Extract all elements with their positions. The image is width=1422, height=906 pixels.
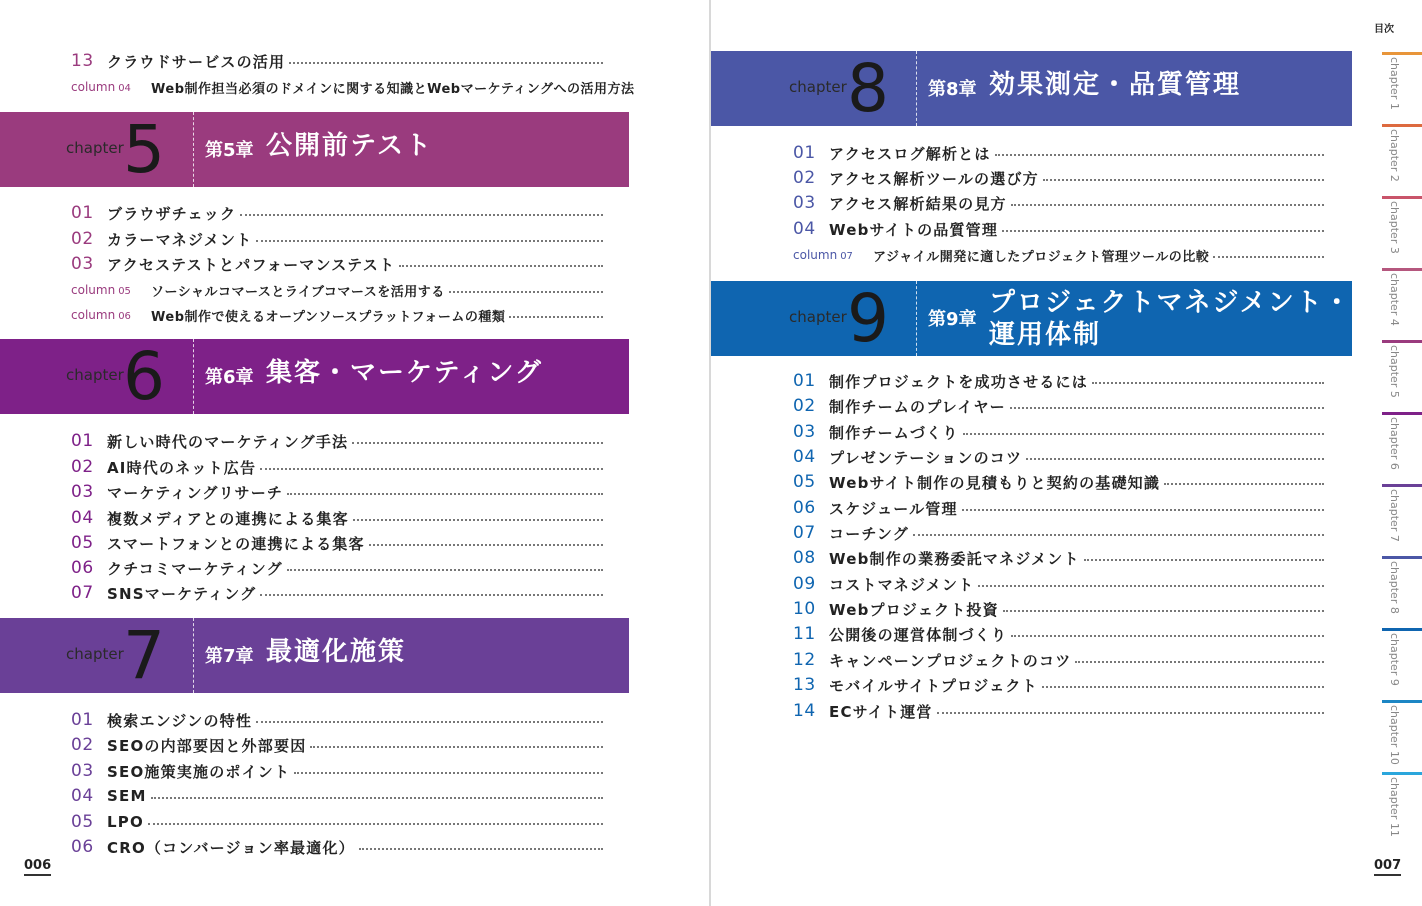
leader-dots	[1092, 382, 1324, 384]
toc-entry[interactable]	[793, 471, 1324, 493]
entry-number: 03	[71, 254, 94, 274]
column-entry[interactable]	[71, 304, 603, 326]
band-divider	[193, 112, 194, 187]
page-gutter	[709, 0, 711, 906]
toc-entry[interactable]	[793, 167, 1324, 189]
toc-entry[interactable]	[793, 573, 1324, 595]
toc-entry[interactable]	[793, 395, 1324, 417]
entry-title: カラーマネジメント	[107, 230, 253, 249]
entry-title: スケジュール管理	[829, 499, 958, 518]
entry-number: 04	[793, 219, 816, 239]
leader-dots	[352, 442, 603, 444]
entry-number: 02	[71, 229, 94, 249]
leader-dots	[399, 265, 603, 267]
toc-entry[interactable]	[793, 421, 1324, 443]
chapter-title: 集客・マーケティング	[266, 358, 543, 388]
entry-title: アクセス解析ツールの選び方	[829, 169, 1039, 188]
tab-label: chapter 6	[1388, 417, 1401, 470]
entry-title: Webプロジェクト投資	[829, 600, 999, 619]
column-label: column 07	[793, 248, 853, 262]
leader-dots	[256, 240, 603, 242]
entry-title: LPO	[107, 813, 144, 831]
chapter-title: 効果測定・品質管理	[989, 70, 1242, 100]
entry-number: 13	[793, 675, 816, 695]
toc-entry[interactable]	[793, 547, 1324, 569]
toc-entry[interactable]	[71, 481, 603, 503]
entry-number: 02	[71, 735, 94, 755]
entry-number: 01	[793, 143, 816, 163]
chapter-number: 5	[123, 111, 165, 188]
entry-title: ブラウザチェック	[107, 204, 237, 223]
entry-number: 11	[793, 624, 816, 644]
entry-title: Webサイトの品質管理	[829, 220, 999, 239]
chapter-number: 8	[847, 50, 889, 127]
toc-entry[interactable]	[793, 649, 1324, 671]
band-divider	[193, 618, 194, 693]
chapter-label: 第7章	[205, 646, 254, 667]
entry-title: クチコミマーケティング	[107, 559, 283, 578]
chapter-number: 6	[123, 338, 165, 415]
toc-entry[interactable]	[793, 446, 1324, 468]
entry-title: 制作プロジェクトを成功させるには	[829, 372, 1088, 391]
entry-number: 12	[793, 650, 816, 670]
entry-number: 01	[71, 203, 94, 223]
leader-dots	[1043, 179, 1324, 181]
column-label: column 04	[71, 80, 131, 94]
band-divider	[193, 339, 194, 414]
toc-entry[interactable]	[71, 734, 603, 756]
entry-title: SEO施策実施のポイント	[107, 762, 291, 781]
entry-number: 13	[71, 51, 94, 71]
entry-title: 制作チームのプレイヤー	[829, 397, 1006, 416]
tab-label: chapter 5	[1388, 345, 1401, 398]
toc-entry[interactable]	[71, 456, 603, 478]
toc-entry[interactable]	[71, 760, 603, 782]
entry-title: 新しい時代のマーケティング手法	[107, 432, 349, 451]
chapter-tab-7[interactable]	[1382, 484, 1422, 551]
entry-title: アクセスログ解析とは	[829, 144, 991, 163]
leader-dots	[937, 712, 1324, 714]
chapter-word: chapter	[66, 366, 124, 384]
entry-title: アクセス解析結果の見方	[829, 194, 1007, 213]
tab-label: chapter 1	[1388, 57, 1401, 110]
toc-entry[interactable]	[71, 557, 603, 579]
leader-dots	[359, 848, 603, 850]
leader-dots	[240, 214, 603, 216]
toc-entry[interactable]	[71, 836, 603, 858]
entry-number: 02	[793, 396, 816, 416]
chapter-tab-6[interactable]	[1382, 412, 1422, 479]
toc-entry[interactable]	[71, 532, 603, 554]
chapter-tab-11[interactable]	[1382, 772, 1422, 839]
chapter-tab-10[interactable]	[1382, 700, 1422, 767]
leader-dots	[260, 594, 603, 596]
toc-entry[interactable]	[71, 785, 603, 807]
entry-number: 07	[71, 583, 94, 603]
chapter-9-header	[711, 281, 1352, 356]
entry-title: AI時代のネット広告	[107, 458, 257, 477]
entry-title: マーケティングリサーチ	[107, 483, 284, 502]
toc-entry[interactable]	[793, 623, 1324, 645]
left-page	[0, 0, 709, 906]
leader-dots	[256, 721, 603, 723]
chapter-tab-8[interactable]	[1382, 556, 1422, 623]
chapter-tab-1[interactable]	[1382, 52, 1422, 119]
leader-dots	[1042, 686, 1324, 688]
band-divider	[916, 281, 917, 356]
entry-number: 03	[71, 761, 94, 781]
entry-title: 制作チームづくり	[829, 423, 959, 442]
leader-dots	[913, 534, 1324, 536]
leader-dots	[449, 291, 603, 293]
tab-label: chapter 11	[1388, 777, 1401, 837]
column-entry[interactable]	[71, 279, 603, 301]
entry-number: 02	[793, 168, 816, 188]
toc-entry[interactable]	[71, 202, 603, 224]
leader-dots	[294, 772, 603, 774]
chapter-label: 第8章	[928, 79, 977, 100]
entry-number: 03	[793, 193, 816, 213]
toc-entry[interactable]	[793, 142, 1324, 164]
leader-dots	[1026, 458, 1324, 460]
entry-number: 06	[71, 558, 94, 578]
chapter-word: chapter	[66, 139, 124, 157]
entry-title: 検索エンジンの特性	[107, 711, 253, 730]
chapter-7-header	[0, 618, 629, 693]
page-number: 007	[1374, 858, 1401, 876]
entry-number: 04	[71, 508, 94, 528]
entry-title: CRO（コンバージョン率最適化）	[107, 838, 355, 857]
entry-title: Web制作の業務委託マネジメント	[829, 549, 1080, 568]
chapter-tab-3[interactable]	[1382, 196, 1422, 263]
leader-dots	[509, 316, 603, 318]
column-label: column 06	[71, 308, 131, 322]
entry-title: コーチング	[829, 524, 909, 543]
leader-dots	[1164, 483, 1324, 485]
leader-dots	[962, 509, 1324, 511]
toc-entry[interactable]	[793, 370, 1324, 392]
chapter-tab-5[interactable]	[1382, 340, 1422, 407]
chapter-label: 第5章	[205, 140, 254, 161]
entry-title: スマートフォンとの連携による集客	[107, 534, 365, 553]
entry-number: 06	[793, 498, 816, 518]
chapter-word: chapter	[789, 308, 847, 326]
toc-entry[interactable]	[71, 430, 603, 452]
toc-entry[interactable]	[71, 253, 603, 275]
chapter-title: 公開前テスト	[266, 131, 433, 161]
column-entry[interactable]	[793, 244, 1324, 266]
toc-entry[interactable]	[793, 700, 1324, 722]
entry-number: 04	[71, 786, 94, 806]
leader-dots	[369, 544, 603, 546]
leader-dots	[1011, 635, 1324, 637]
toc-entry[interactable]	[793, 218, 1324, 240]
toc-entry[interactable]	[71, 582, 603, 604]
entry-title: アクセステストとパフォーマンステスト	[107, 255, 396, 274]
chapter-5-header	[0, 112, 629, 187]
leader-dots	[1075, 661, 1324, 663]
entry-title: キャンペーンプロジェクトのコツ	[829, 651, 1072, 670]
column-label: column 05	[71, 283, 131, 297]
entry-number: 01	[793, 371, 816, 391]
column-title: アジャイル開発に適したプロジェクト管理ツールの比較	[873, 249, 1210, 265]
entry-title: コストマネジメント	[829, 575, 975, 594]
toc-entry[interactable]	[793, 522, 1324, 544]
entry-number: 01	[71, 431, 94, 451]
leader-dots	[289, 62, 603, 64]
toc-entry[interactable]	[71, 811, 603, 833]
chapter-title-line-1: プロジェクトマネジメント・	[989, 288, 1352, 318]
chapter-label: 第6章	[205, 367, 254, 388]
entry-number: 02	[71, 457, 94, 477]
leader-dots	[260, 468, 603, 470]
leader-dots	[1084, 559, 1324, 561]
chapter-number: 9	[847, 280, 889, 357]
chapter-number: 7	[123, 617, 165, 694]
chapter-word: chapter	[789, 78, 847, 96]
tab-label: chapter 10	[1388, 705, 1401, 765]
leader-dots	[148, 823, 603, 825]
chapter-label: 第9章	[928, 309, 977, 330]
chapter-tab-9[interactable]	[1382, 628, 1422, 695]
tab-label: chapter 8	[1388, 561, 1401, 614]
column-title: Web制作で使えるオープンソースプラットフォームの種類	[151, 309, 506, 325]
leader-dots	[1011, 204, 1324, 206]
entry-number: 10	[793, 599, 816, 619]
toc-entry[interactable]	[793, 674, 1324, 696]
leader-dots	[963, 433, 1324, 435]
column-title: Web制作担当必須のドメインに関する知識とWebマーケティングへの活用方法	[151, 81, 635, 97]
entry-title: モバイルサイトプロジェクト	[829, 676, 1038, 695]
chapter-tab-2[interactable]	[1382, 124, 1422, 191]
leader-dots	[287, 493, 603, 495]
leader-dots	[995, 154, 1324, 156]
entry-number: 03	[71, 482, 94, 502]
toc-entry[interactable]	[71, 228, 603, 250]
entry-title: SNSマーケティング	[107, 584, 257, 603]
toc-entry[interactable]	[793, 497, 1324, 519]
chapter-word: chapter	[66, 645, 124, 663]
entry-title: Webサイト制作の見積もりと契約の基礎知識	[829, 473, 1161, 492]
toc-entry[interactable]	[71, 507, 603, 529]
column-title: ソーシャルコマースとライブコマースを活用する	[151, 284, 445, 300]
page-number: 006	[24, 858, 51, 876]
entry-number: 03	[793, 422, 816, 442]
toc-label: 目次	[1374, 24, 1394, 35]
tab-label: chapter 2	[1388, 129, 1401, 182]
leader-dots	[353, 519, 603, 521]
entry-number: 06	[71, 837, 94, 857]
leader-dots	[1213, 256, 1324, 258]
entry-number: 14	[793, 701, 816, 721]
tab-label: chapter 4	[1388, 273, 1401, 326]
leader-dots	[1003, 610, 1324, 612]
entry-title: SEM	[107, 787, 147, 805]
entry-number: 05	[71, 533, 94, 553]
leader-dots	[978, 585, 1324, 587]
entry-number: 05	[71, 812, 94, 832]
entry-number: 08	[793, 548, 816, 568]
tab-label: chapter 3	[1388, 201, 1401, 254]
chapter-title: 最適化施策	[266, 637, 407, 667]
tab-label: chapter 7	[1388, 489, 1401, 542]
entry-title: 複数メディアとの連携による集客	[107, 509, 349, 528]
leader-dots	[1002, 230, 1324, 232]
entry-title: プレゼンテーションのコツ	[829, 448, 1023, 467]
chapter-title-line-2: 運用体制	[989, 320, 1102, 350]
chapter-tab-4[interactable]	[1382, 268, 1422, 335]
entry-number: 09	[793, 574, 816, 594]
leader-dots	[151, 797, 603, 799]
entry-number: 01	[71, 710, 94, 730]
toc-entry[interactable]	[793, 192, 1324, 214]
entry-number: 07	[793, 523, 816, 543]
entry-title: 公開後の運営体制づくり	[829, 625, 1008, 644]
toc-entry[interactable]	[71, 50, 603, 72]
chapter-8-header	[711, 51, 1352, 126]
column-entry[interactable]	[71, 76, 635, 98]
entry-title: ECサイト運営	[829, 702, 933, 721]
entry-title: SEOの内部要因と外部要因	[107, 736, 307, 755]
chapter-title	[989, 287, 1352, 351]
entry-number: 04	[793, 447, 816, 467]
toc-entry[interactable]	[793, 598, 1324, 620]
entry-number: 05	[793, 472, 816, 492]
chapter-6-header	[0, 339, 629, 414]
leader-dots	[310, 746, 603, 748]
leader-dots	[287, 569, 603, 571]
tab-label: chapter 9	[1388, 633, 1401, 686]
entry-title: クラウドサービスの活用	[107, 52, 286, 71]
toc-entry[interactable]	[71, 709, 603, 731]
leader-dots	[1010, 407, 1324, 409]
band-divider	[916, 51, 917, 126]
